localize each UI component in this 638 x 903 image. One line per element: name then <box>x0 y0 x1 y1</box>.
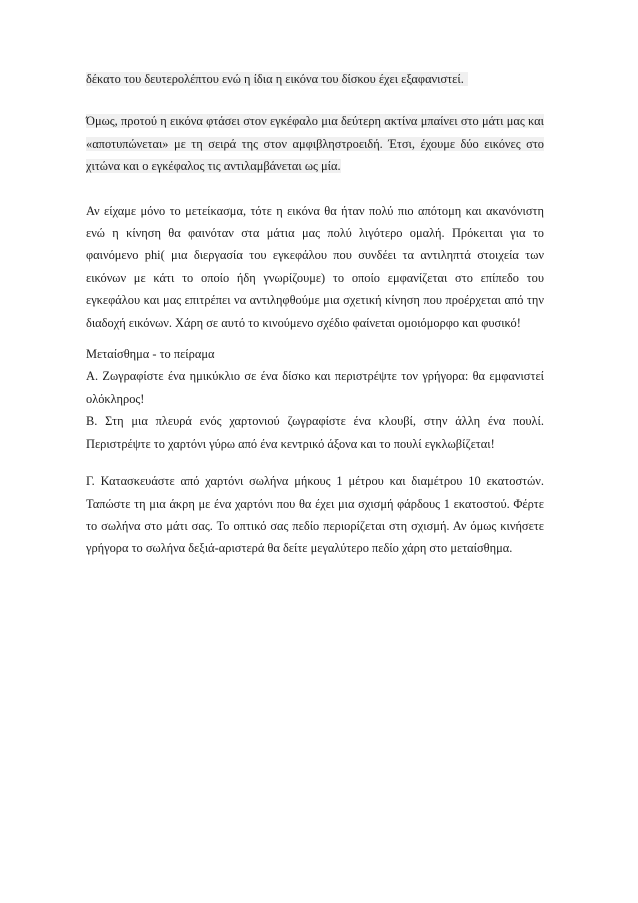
paragraph-phi-phenomenon: Αν είχαμε μόνο το μετείκασμα, τότε η εικόνα θα ήταν πολύ πιο απότομη και ακανόνιστη ενώ η κίνηση θα φαινόταν στα μάτια μας πολύ λιγότερο ομαλή. Πρόκειται για το φαινόμενο phi( μια διεργασία του εγκεφάλου που συνδέει τα αντιληπτά στοιχεία των εικόνων με κάτι το οποίο ήδη γνωρίζουμε) το οποίο εμφανίζεται στο επίπεδο του εγκεφάλου και μας επιτρέπει να αντιληφθούμε μια σχετική κίνηση που προέρχεται από την διαδοχή εικόνων. Χάρη σε αυτό το κινούμενο σχέδιο φαίνεται ομοιόμορφο και φυσικό! <box>86 203 544 330</box>
paragraph-two-images-text: Όμως, προτού η εικόνα φτάσει στον εγκέφαλο μια δεύτερη ακτίνα μπαίνει στο μάτι μας και «αποτυπώνεται» με τη σειρά της στον αμφιβληστροειδή. Έτσι, έχουμε δύο εικόνες στο χιτώνα και ο εγκέφαλος τις αντιλαμβάνεται ως μία. <box>86 114 544 174</box>
document-page <box>86 68 544 560</box>
paragraph-continuation <box>86 68 544 90</box>
experiment-item-c: Γ. Κατασκευάστε από χαρτόνι σωλήνα μήκους 1 μέτρου και διαμέτρου 10 εκατοστών. Ταπώστε τη μια άκρη με ένα χαρτόνι που θα έχει μια σχισμή φάρδους 1 εκατοστού. Φέρτε το σωλήνα στο μάτι σας. Το οπτικό σας πεδίο περιορίζεται στη σχισμή. Αν όμως κινήσετε γρήγορα το σωλήνα δεξιά-αριστερά θα δείτε μεγαλύτερο πεδίο χάρη στο μεταίσθημα. <box>86 474 544 556</box>
experiment-item-a: Α. Ζωγραφίστε ένα ημικύκλιο σε ένα δίσκο και περιστρέψτε τον γρήγορα: θα εμφανιστεί ολόκληρος! <box>86 369 544 406</box>
section-heading-experiment: Μεταίσθημα - το πείραμα <box>86 347 215 362</box>
experiment-item-b: Β. Στη μια πλευρά ενός χαρτονιού ζωγραφίστε ένα κλουβί, στην άλλη ένα πουλί. Περιστρέψτε το χαρτόνι γύρω από ένα κεντρικό άξονα και το πουλί εγκλωβίζεται! <box>86 414 544 451</box>
paragraph-continuation-text: δέκατο του δευτερολέπτου ενώ η ίδια η εικόνα του δίσκου έχει εξαφανιστεί. <box>86 72 468 86</box>
paragraph-two-images <box>86 110 544 177</box>
